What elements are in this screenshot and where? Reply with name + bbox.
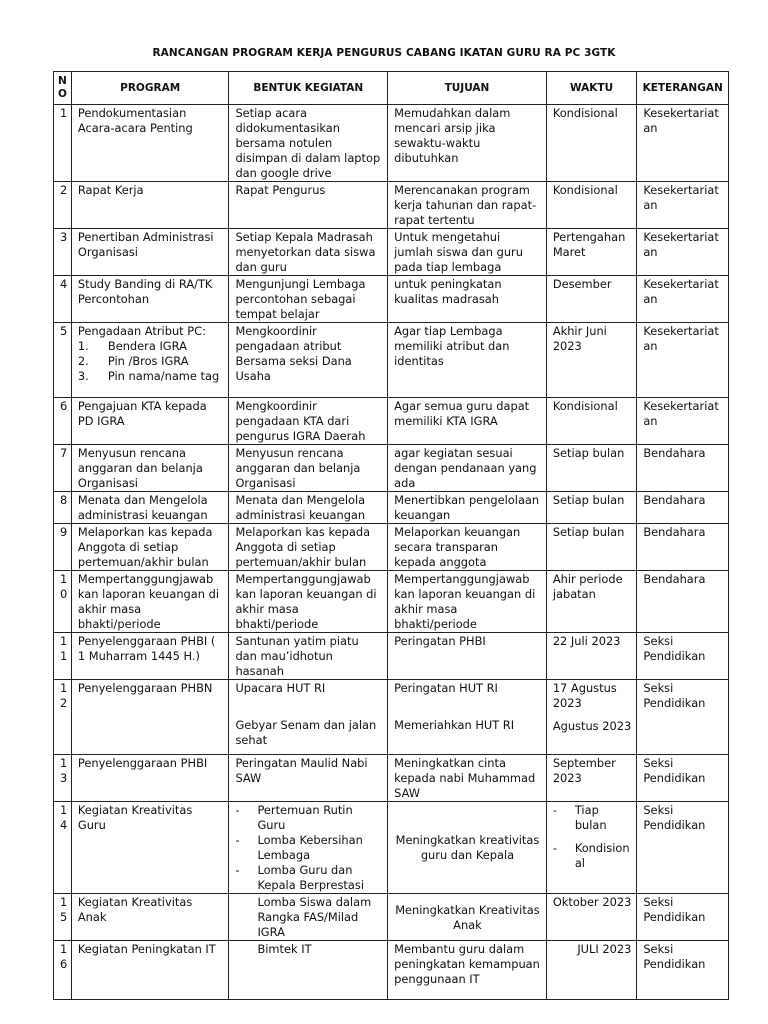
- row-keterangan: Kesekertariat an: [637, 276, 729, 323]
- row-tujuan: Merencanakan program kerja tahunan dan rapat-rapat tertentu: [388, 182, 547, 229]
- row-waktu: Setiap bulan: [546, 524, 637, 571]
- waktu-item-text: Tiap bulan: [574, 803, 607, 832]
- tujuan-line: Memeriahkan HUT RI: [394, 718, 515, 732]
- row-keterangan: Seksi Pendidikan: [637, 941, 729, 1000]
- row-bentuk: Setiap Kepala Madrasah menyetorkan data siswa dan guru: [229, 229, 388, 276]
- row-waktu: [546, 680, 637, 755]
- row-program: Penertiban Administrasi Organisasi: [71, 229, 229, 276]
- bentuk-line: Upacara HUT RI: [235, 681, 326, 695]
- row-keterangan: Bendahara: [637, 571, 729, 633]
- row-no: 15: [54, 894, 72, 941]
- table-row: [54, 633, 729, 680]
- row-tujuan: Membantu guru dalam peningkatan kemampuan penggunaan IT: [388, 941, 547, 1000]
- waktu-line: Agustus 2023: [552, 719, 632, 733]
- row-waktu: Kondisional: [546, 182, 637, 229]
- row-tujuan: Peringatan PHBI: [388, 633, 547, 680]
- header-waktu: WAKTU: [546, 72, 637, 105]
- row-no: 16: [54, 941, 72, 1000]
- row-bentuk: Mempertanggungjawab kan laporan keuangan di akhir masa bhakti/periode: [229, 571, 388, 633]
- list-item: [235, 833, 382, 863]
- row-program: Menyusun rencana anggaran dan belanja Organisasi: [71, 445, 229, 492]
- list-item: [78, 369, 224, 384]
- kegiatan-list: [235, 803, 382, 893]
- tujuan-line: Peringatan HUT RI: [394, 681, 498, 695]
- header-no: N O: [54, 72, 72, 105]
- list-item-text: Pertemuan Rutin Guru: [257, 803, 353, 832]
- table-row: [54, 492, 729, 524]
- row-no: 1: [54, 105, 72, 182]
- list-item: [235, 803, 382, 833]
- row-program: Penyelenggaraan PHBI: [71, 755, 229, 802]
- list-item: [78, 339, 224, 354]
- row-keterangan: Kesekertariat an: [637, 182, 729, 229]
- header-bentuk-kegiatan: BENTUK KEGIATAN: [229, 72, 388, 105]
- list-item-text: Pin /Bros IGRA: [107, 354, 189, 368]
- table-header-row: [54, 72, 729, 105]
- header-tujuan: TUJUAN: [388, 72, 547, 105]
- table-row: [54, 802, 729, 894]
- row-program: Menata dan Mengelola administrasi keuangan: [71, 492, 229, 524]
- row-bentuk: Peringatan Maulid Nabi SAW: [229, 755, 388, 802]
- table-row: [54, 323, 729, 398]
- list-item-text: Lomba Kebersihan Lembaga: [257, 833, 363, 862]
- row-tujuan: Untuk mengetahui jumlah siswa dan guru pada tiap lembaga: [388, 229, 547, 276]
- list-dash: -: [235, 863, 240, 877]
- table-row: [54, 105, 729, 182]
- row-no: 2: [54, 182, 72, 229]
- row-no: 13: [54, 755, 72, 802]
- row-waktu: JULI 2023: [546, 941, 637, 1000]
- row-program: Kegiatan Kreativitas Anak: [71, 894, 229, 941]
- list-item-text: Lomba Guru dan Kepala Berprestasi: [257, 863, 364, 892]
- list-number: 2.: [77, 354, 89, 368]
- table-row: [54, 229, 729, 276]
- table-row: [54, 445, 729, 492]
- list-number: 3.: [77, 369, 89, 383]
- table-row: [54, 182, 729, 229]
- table-row: [54, 755, 729, 802]
- row-tujuan: Meningkatkan kreativitas guru dan Kepala: [388, 802, 547, 894]
- table-row: [54, 571, 729, 633]
- row-waktu: Oktober 2023: [546, 894, 637, 941]
- row-no: 3: [54, 229, 72, 276]
- row-keterangan: Bendahara: [637, 524, 729, 571]
- row-tujuan: Meningkatkan Kreativitas Anak: [388, 894, 547, 941]
- row-no: 14: [54, 802, 72, 894]
- row-bentuk: Mengkoordinir pengadaan KTA dari pengurus IGRA Daerah: [229, 398, 388, 445]
- row-tujuan: Agar tiap Lembaga memiliki atribut dan identitas: [388, 323, 547, 398]
- row-bentuk: Mengkoordinir pengadaan atribut Bersama seksi Dana Usaha: [229, 323, 388, 398]
- program-heading: Pengadaan Atribut PC:: [77, 324, 206, 338]
- row-tujuan: [388, 680, 547, 755]
- row-bentuk: Menyusun rencana anggaran dan belanja Organisasi: [229, 445, 388, 492]
- program-table: [53, 71, 729, 1000]
- row-tujuan: Agar semua guru dapat memiliki KTA IGRA: [388, 398, 547, 445]
- row-no: 5: [54, 323, 72, 398]
- row-keterangan: Kesekertariat an: [637, 323, 729, 398]
- row-no: 4: [54, 276, 72, 323]
- list-item: [235, 863, 382, 893]
- atribut-list: [78, 339, 224, 384]
- row-program: [71, 323, 229, 398]
- row-waktu: Desember: [546, 276, 637, 323]
- header-keterangan: KETERANGAN: [637, 72, 729, 105]
- waktu-line: 17 Agustus 2023: [552, 681, 617, 710]
- row-program: Pengajuan KTA kepada PD IGRA: [71, 398, 229, 445]
- row-bentuk: Lomba Siswa dalam Rangka FAS/Milad IGRA: [229, 894, 388, 941]
- table-row: [54, 398, 729, 445]
- row-tujuan: Memudahkan dalam mencari arsip jika sewaktu-waktu dibutuhkan: [388, 105, 547, 182]
- row-keterangan: Seksi Pendidikan: [637, 755, 729, 802]
- row-keterangan: Bendahara: [637, 492, 729, 524]
- row-waktu: Pertengahan Maret: [546, 229, 637, 276]
- list-dash: -: [235, 803, 240, 817]
- row-keterangan: Bendahara: [637, 445, 729, 492]
- table-row: [54, 524, 729, 571]
- list-dash: -: [552, 803, 557, 817]
- row-waktu: Akhir Juni 2023: [546, 323, 637, 398]
- row-program: Penyelenggaraan PHBN: [71, 680, 229, 755]
- row-bentuk: Setiap acara didokumentasikan bersama notulen disimpan di dalam laptop dan google drive: [229, 105, 388, 182]
- row-no: 12: [54, 680, 72, 755]
- row-keterangan: Seksi Pendidikan: [637, 802, 729, 894]
- waktu-item: [553, 841, 632, 871]
- row-waktu: [546, 802, 637, 894]
- row-bentuk: Bimtek IT: [229, 941, 388, 1000]
- row-bentuk: Rapat Pengurus: [229, 182, 388, 229]
- document-title: RANCANGAN PROGRAM KERJA PENGURUS CABANG IKATAN GURU RA PC 3GTK: [152, 47, 616, 59]
- list-dash: -: [552, 841, 557, 855]
- row-keterangan: Seksi Pendidikan: [637, 894, 729, 941]
- row-program: Rapat Kerja: [71, 182, 229, 229]
- row-tujuan: Melaporkan keuangan secara transparan kepada anggota: [388, 524, 547, 571]
- table-row: [54, 276, 729, 323]
- row-keterangan: Kesekertariat an: [637, 105, 729, 182]
- list-dash: -: [235, 833, 240, 847]
- row-no: 11: [54, 633, 72, 680]
- waktu-item-text: Kondisional: [574, 841, 630, 870]
- row-tujuan: Meningkatkan cinta kepada nabi Muhammad SAW: [388, 755, 547, 802]
- row-waktu: Setiap bulan: [546, 445, 637, 492]
- row-bentuk: [229, 802, 388, 894]
- row-waktu: Kondisional: [546, 398, 637, 445]
- table-row: [54, 894, 729, 941]
- list-item-text: Bendera IGRA: [107, 339, 187, 353]
- row-keterangan: Seksi Pendidikan: [637, 633, 729, 680]
- row-no: 8: [54, 492, 72, 524]
- row-program: Kegiatan Peningkatan IT: [71, 941, 229, 1000]
- row-keterangan: Kesekertariat an: [637, 229, 729, 276]
- row-tujuan: Menertibkan pengelolaan keuangan: [388, 492, 547, 524]
- row-program: Penyelenggaraan PHBI ( 1 Muharram 1445 H.): [71, 633, 229, 680]
- row-program: Pendokumentasian Acara-acara Penting: [71, 105, 229, 182]
- table-row: [54, 941, 729, 1000]
- row-bentuk: Santunan yatim piatu dan mau’idhotun hasanah: [229, 633, 388, 680]
- row-waktu: September 2023: [546, 755, 637, 802]
- row-bentuk: Mengunjungi Lembaga percontohan sebagai tempat belajar: [229, 276, 388, 323]
- waktu-item: [553, 803, 632, 833]
- header-program: PROGRAM: [71, 72, 229, 105]
- row-program: Melaporkan kas kepada Anggota di setiap pertemuan/akhir bulan: [71, 524, 229, 571]
- row-keterangan: Seksi Pendidikan: [637, 680, 729, 755]
- row-bentuk: Menata dan Mengelola administrasi keuangan: [229, 492, 388, 524]
- row-keterangan: Kesekertariat an: [637, 398, 729, 445]
- row-waktu: 22 Juli 2023: [546, 633, 637, 680]
- list-item-text: Pin nama/name tag: [107, 369, 220, 383]
- row-program: Mempertanggungjawab kan laporan keuangan di akhir masa bhakti/periode: [71, 571, 229, 633]
- row-tujuan: untuk peningkatan kualitas madrasah: [388, 276, 547, 323]
- row-no: 7: [54, 445, 72, 492]
- row-tujuan: agar kegiatan sesuai dengan pendanaan yang ada: [388, 445, 547, 492]
- row-bentuk: Melaporkan kas kepada Anggota di setiap pertemuan/akhir bulan: [229, 524, 388, 571]
- row-no: 9: [54, 524, 72, 571]
- row-program: Study Banding di RA/TK Percontohan: [71, 276, 229, 323]
- row-no: 10: [54, 571, 72, 633]
- list-item: [78, 354, 224, 369]
- row-no: 6: [54, 398, 72, 445]
- row-program: Kegiatan Kreativitas Guru: [71, 802, 229, 894]
- bentuk-line: Gebyar Senam dan jalan sehat: [235, 718, 377, 747]
- row-waktu: Setiap bulan: [546, 492, 637, 524]
- row-bentuk: [229, 680, 388, 755]
- row-waktu: Ahir periode jabatan: [546, 571, 637, 633]
- row-tujuan: Mempertanggungjawab kan laporan keuangan di akhir masa bhakti/periode: [388, 571, 547, 633]
- list-number: 1.: [77, 339, 89, 353]
- table-row: [54, 680, 729, 755]
- row-waktu: Kondisional: [546, 105, 637, 182]
